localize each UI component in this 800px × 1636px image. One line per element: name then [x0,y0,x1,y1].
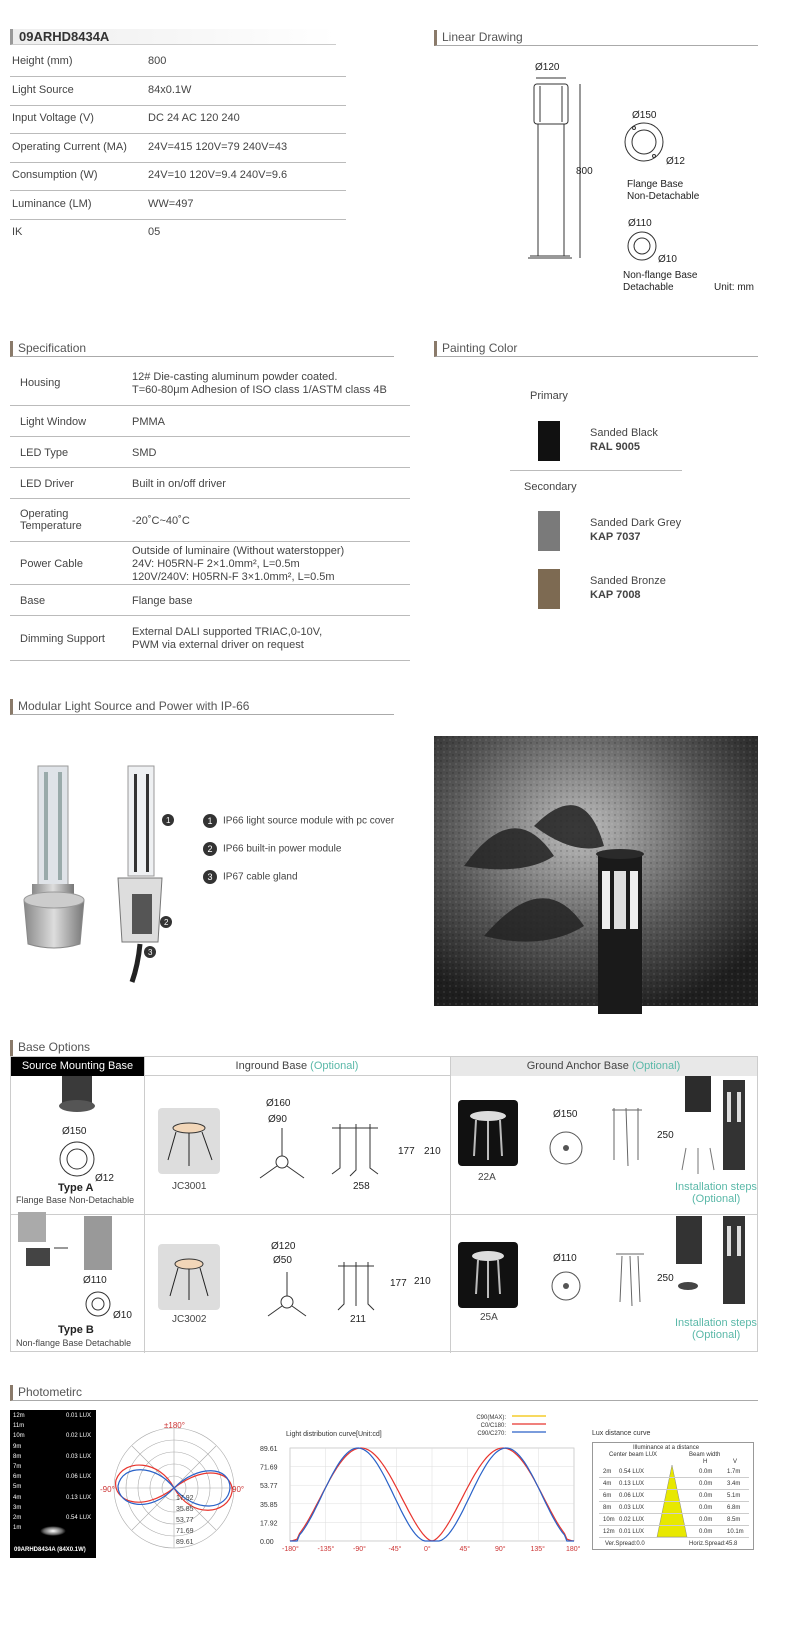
chart-grid [260,1446,581,1553]
color-grey-code: KAP 7037 [590,531,641,543]
x-tick-label: 45° [459,1546,471,1553]
photometric-title-text: Photometirc [18,1385,83,1399]
lux-distance-mark: 5m [13,1484,22,1491]
spec-value [132,478,226,491]
lux-distance-mark: 12m [13,1413,25,1419]
dim-d110: Ø110 [628,218,652,229]
polar-val-5: 89.61 [176,1539,194,1546]
anchor-22a-label: 22A [478,1172,496,1183]
dim-d120: Ø120 [535,62,560,73]
spec-top-value: 05 [148,226,161,238]
polar-val-1: 17.92 [176,1495,194,1502]
spec-top-value: 24V=415 120V=79 240V=43 [148,140,288,153]
dim-d10: Ø10 [658,254,677,265]
type-b-d110: Ø110 [83,1275,107,1286]
lux-distance-cell: 0.01 LUX [619,1529,645,1535]
anchor-22a-d150: Ø150 [553,1109,578,1120]
polar-val-3: 53.77 [176,1517,194,1524]
painting-divider [510,470,682,471]
product-photo [434,736,758,1006]
header-anchor-optional: (Optional) [631,1060,681,1072]
header-inground-optional: (Optional) [310,1060,359,1072]
swatch-bronze [538,569,560,609]
lux-distance-cell: 8m [603,1505,612,1511]
spec-top-row [10,78,346,106]
lux-col-center: Center beam LUX [609,1452,658,1458]
painting-color-title [434,341,758,357]
number-badge-2: 2 [203,842,217,856]
pole-drawing [528,78,580,258]
lux-distance-cell: 4m [603,1481,612,1487]
model-title: 09ARHD8434A [19,29,110,44]
header-source-mounting: Source Mounting Base [11,1057,144,1076]
x-tick-label: 0° [424,1546,431,1553]
spec-row [10,543,410,585]
lux-distance-mark: 11m [13,1423,25,1430]
lux-distance-cell: 0.0m [699,1481,713,1487]
polar-left-label: -90° [100,1485,115,1494]
spec-top-key: Luminance (LM) [12,197,92,210]
x-tick-label: -180° [282,1546,299,1553]
lux-col-h: H [703,1459,708,1465]
spec-key-line: Temperature [20,520,82,532]
module-item-2-text: IP66 built-in power module [223,843,342,855]
module-item-2 [203,842,341,856]
spec-top-row [10,49,346,77]
anchor-25a-install: Installation steps [675,1317,757,1329]
jc3001-label: JC3001 [172,1181,207,1192]
color-black-name: Sanded Black [590,427,658,439]
lux-distance-cell: 10.1m [727,1529,744,1535]
lux-distance-box [592,1442,754,1550]
jc3002-211: 211 [350,1314,366,1325]
svg-text:3: 3 [148,948,153,957]
spec-top-key: Light Source [12,83,74,96]
color-black-code: RAL 9005 [590,441,640,453]
spec-key: Light Window [20,415,87,428]
lux-distance-mark: 7m [13,1464,22,1470]
lux-distance-cell: 1.7m [727,1469,741,1475]
flange-label-1: Flange Base [627,179,684,190]
lux-distance-cell: 6m [603,1493,612,1499]
type-b-d10: Ø10 [113,1310,132,1321]
spec-value [132,416,165,429]
type-a-name: Type A [58,1182,94,1194]
x-tick-label: 135° [530,1546,545,1553]
legend-label: C90(MAX): [476,1415,506,1421]
dim-d150: Ø150 [632,110,657,121]
spec-value-line: PMMA [132,415,165,428]
module-item-3-text: IP67 cable gland [223,871,298,883]
spec-top-row [10,135,346,163]
lux-distance-cell: 0.13 LUX [619,1481,645,1487]
spec-value [132,371,387,397]
y-tick-label: 53.77 [260,1483,278,1491]
lux-distance-title: Lux distance curve [592,1430,651,1437]
primary-label: Primary [530,390,568,402]
spec-value [132,515,190,528]
lux-distance-cell: 0.0m [699,1505,713,1511]
anchor-25a-d110: Ø110 [553,1253,577,1264]
y-tick-label: 35.85 [260,1501,278,1509]
base-options-title [10,1040,758,1056]
unit-label: Unit: mm [714,282,754,293]
type-b-name: Type B [58,1324,94,1336]
spec-top-row [10,163,346,191]
spec-row [10,617,410,661]
spec-value-line: External DALI supported TRIAC,0-10V, [132,626,323,638]
jc3002-d120: Ø120 [271,1241,296,1252]
lux-distance-mark: 6m [13,1474,22,1481]
anchor-22a-optional: (Optional) [692,1193,741,1205]
spec-key [20,508,82,532]
base-options-drawings [10,1076,758,1352]
spec-row [10,469,410,499]
svg-text:1: 1 [166,816,171,825]
lux-distance-row [599,1527,749,1538]
dim-d12: Ø12 [666,156,685,167]
flange-base-drawing [625,123,663,161]
swatch-dark-grey [538,511,560,551]
svg-text:2: 2 [164,918,169,927]
spec-top-key: Input Voltage (V) [12,112,94,124]
lux-distance-cell: 5.1m [727,1493,741,1499]
jc3001-210: 210 [424,1146,441,1157]
spec-key: LED Type [20,446,69,459]
specification-title-text: Specification [18,341,87,355]
linear-drawing-title-text: Linear Drawing [442,30,523,44]
spec-top-value: DC 24 AC 120 240 [148,112,240,124]
spec-value-line: Outside of luminaire (Without waterstopper) [132,544,345,557]
type-b-desc: Non-flange Base Detachable [16,1338,132,1348]
spec-top-key: Height (mm) [12,55,73,67]
hor-spread: Horiz.Spread:45.8 [689,1541,738,1547]
secondary-label: Secondary [524,481,577,493]
light-distribution-chart [258,1408,581,1568]
spec-row [10,438,410,468]
anchor-22a-250: 250 [657,1130,674,1141]
lux-value: 0.02 LUX [66,1433,92,1440]
spec-value [132,545,344,584]
nonflange-label-1: Non-flange Base [623,270,698,281]
type-a-d12: Ø12 [95,1173,114,1184]
spec-top-row [10,192,346,220]
lux-value: 0.01 LUX [66,1413,92,1419]
nonflange-label-2: Detachable [623,282,674,293]
spec-row [10,500,410,542]
spec-value-line: Flange base [132,594,193,607]
spec-top-value: 24V=10 120V=9.4 240V=9.6 [148,169,288,181]
y-tick-label: 17.92 [260,1520,278,1528]
jc3002-177: 177 [390,1278,407,1289]
y-tick-label: 0.00 [260,1539,274,1546]
spec-key: Power Cable [20,557,83,570]
lux-distance-cell: 0.06 LUX [619,1493,645,1499]
polar-right-label: 90° [232,1485,245,1494]
lux-distance-cell: 6.8m [727,1505,741,1511]
spec-row [10,586,410,616]
lux-distance-cell: 2m [603,1469,612,1475]
linear-drawing-title [434,30,758,46]
ver-spread: Ver.Spread:0.0 [605,1541,645,1547]
spec-key: Base [20,594,46,607]
curve-title: Light distribution curve[Unit:cd] [286,1431,382,1438]
anchor-25a-optional: (Optional) [692,1329,741,1341]
dim-800: 800 [576,166,593,177]
x-tick-label: 180° [566,1546,581,1553]
spec-key: Dimming Support [20,632,105,645]
legend-label: C0/C180: [480,1423,506,1429]
spec-value [132,595,193,608]
spec-top-row [10,220,346,248]
spec-value-line: PWM via external driver on request [132,639,304,651]
lux-distance-mark: 9m [13,1443,22,1450]
anchor-25a-250: 250 [657,1273,674,1284]
polar-top-label: ±180° [164,1421,185,1430]
y-tick-label: 71.69 [260,1464,278,1472]
x-tick-label: -45° [388,1546,402,1553]
photometric-title [10,1385,758,1401]
swatch-black [538,421,560,461]
spec-top-value: 800 [148,55,167,67]
lux-distance-mark: 1m [13,1525,22,1532]
type-a-d150: Ø150 [62,1126,87,1137]
specification-title [10,341,394,357]
flange-label-2: Non-Detachable [627,191,700,202]
spec-key-line: Operating [20,508,69,520]
lux-head: Illuminance at a distance [633,1445,700,1451]
number-badge-3: 3 [203,870,217,884]
jc3002-label: JC3002 [172,1314,207,1325]
module-item-1-text: IP66 light source module with pc cover [223,815,395,827]
x-tick-label: -90° [353,1546,366,1553]
y-tick-label: 89.61 [260,1446,278,1453]
module-illustration [20,760,190,985]
lux-distance-mark: 2m [13,1515,22,1521]
module-item-1 [203,814,394,828]
header-anchor-text: Ground Anchor Base [526,1060,632,1072]
lux-distance-row [599,1503,749,1514]
jc3001-258: 258 [353,1181,370,1192]
header-inground [144,1057,450,1076]
linear-drawing [420,50,790,300]
lux-distance-mark: 3m [13,1504,22,1511]
spec-value-line: Built in on/off driver [132,477,226,490]
module-item-3 [203,870,298,884]
lux-distance-cell: 3.4m [727,1481,741,1487]
modular-title [10,699,394,715]
lux-value: 0.06 LUX [66,1474,92,1481]
jc3002-d50: Ø50 [273,1255,292,1266]
color-bronze-code: KAP 7008 [590,589,641,601]
anchor-22a-install: Installation steps [675,1181,757,1193]
spec-value-line: T=60-80μm Adhesion of ISO class 1/ASTM class 4B [132,383,387,396]
chart-legend [476,1415,546,1437]
spec-value-line: SMD [132,446,157,459]
lux-value: 0.03 LUX [66,1453,92,1460]
lux-value: 0.13 LUX [66,1494,92,1501]
anchor-25a-label: 25A [480,1312,498,1323]
lux-cone-panel [10,1410,96,1558]
lux-distance-cell: 12m [603,1529,615,1535]
model-title-bar [10,29,336,45]
lux-distance-cell: 0.03 LUX [619,1505,645,1511]
x-tick-label: -135° [317,1546,335,1553]
lux-distance-row [599,1491,749,1502]
lux-distance-mark: 4m [13,1494,22,1501]
jc3002-210: 210 [414,1276,431,1287]
lux-distance-cell: 10m [603,1517,615,1523]
lux-glow [40,1526,66,1536]
spec-top-value: 84x0.1W [148,83,192,96]
number-badge-1: 1 [203,814,217,828]
lux-col-width: Beam width [689,1452,721,1458]
lux-distance-mark: 8m [13,1453,22,1460]
header-ground-anchor [450,1057,757,1076]
color-bronze-name: Sanded Bronze [590,575,666,587]
x-tick-label: 90° [495,1546,506,1553]
lux-distance-cell: 0.54 LUX [619,1469,645,1475]
spec-value-line: 120V/240V: H05RN-F 3×1.0mm², L=0.5m [132,570,335,583]
lux-value: 0.54 LUX [66,1515,92,1521]
polar-diagram [100,1418,250,1566]
painting-color-title-text: Painting Color [442,341,518,355]
jc3001-d160: Ø160 [266,1098,291,1109]
lux-distance-cell: 0.0m [699,1493,713,1499]
spec-top-key: Consumption (W) [12,169,98,181]
lux-panel-label: 09ARHD8434A (84X0.1W) [14,1547,86,1553]
spec-top-key: IK [12,226,23,238]
type-a-desc: Flange Base Non-Detachable [16,1195,135,1205]
base-options-title-text: Base Options [18,1040,91,1054]
polar-val-2: 35.85 [176,1506,194,1513]
jc3001-177: 177 [398,1146,415,1157]
lux-col-v: V [733,1459,738,1465]
lux-distance-row [599,1479,749,1490]
legend-label: C90/C270: [477,1431,506,1437]
spec-key: Housing [20,377,61,389]
spec-value [132,447,156,460]
lux-distance-cell: 0.0m [699,1517,713,1523]
lux-distance-cell: 8.5m [727,1517,741,1523]
lux-distance-cell: 0.02 LUX [619,1517,645,1523]
spec-row [10,407,410,437]
spec-value-line: 24V: H05RN-F 2×1.0mm², L=0.5m [132,557,300,570]
lux-distance-mark: 10m [13,1433,25,1440]
spec-value [132,626,322,652]
lux-distance-row [599,1515,749,1526]
spec-top-row [10,106,346,134]
nonflange-base-drawing [628,232,656,260]
color-grey-name: Sanded Dark Grey [590,517,682,529]
spec-key: LED Driver [20,477,74,490]
jc3001-d90: Ø90 [268,1114,287,1125]
header-inground-text: Inground Base [235,1060,311,1072]
spec-top-value: WW=497 [148,197,194,210]
spec-top-key: Operating Current (MA) [12,140,127,153]
lux-distance-cell: 0.0m [699,1469,713,1475]
spec-value-line: 12# Die-casting aluminum powder coated. [132,370,338,383]
spec-row [10,361,410,406]
spec-value-line: -20˚C~40˚C [132,514,190,527]
lux-distance-row [599,1467,749,1478]
lux-distance-cell: 0.0m [699,1529,713,1535]
polar-val-4: 71.69 [176,1528,194,1535]
modular-title-text: Modular Light Source and Power with IP-66 [18,699,250,713]
